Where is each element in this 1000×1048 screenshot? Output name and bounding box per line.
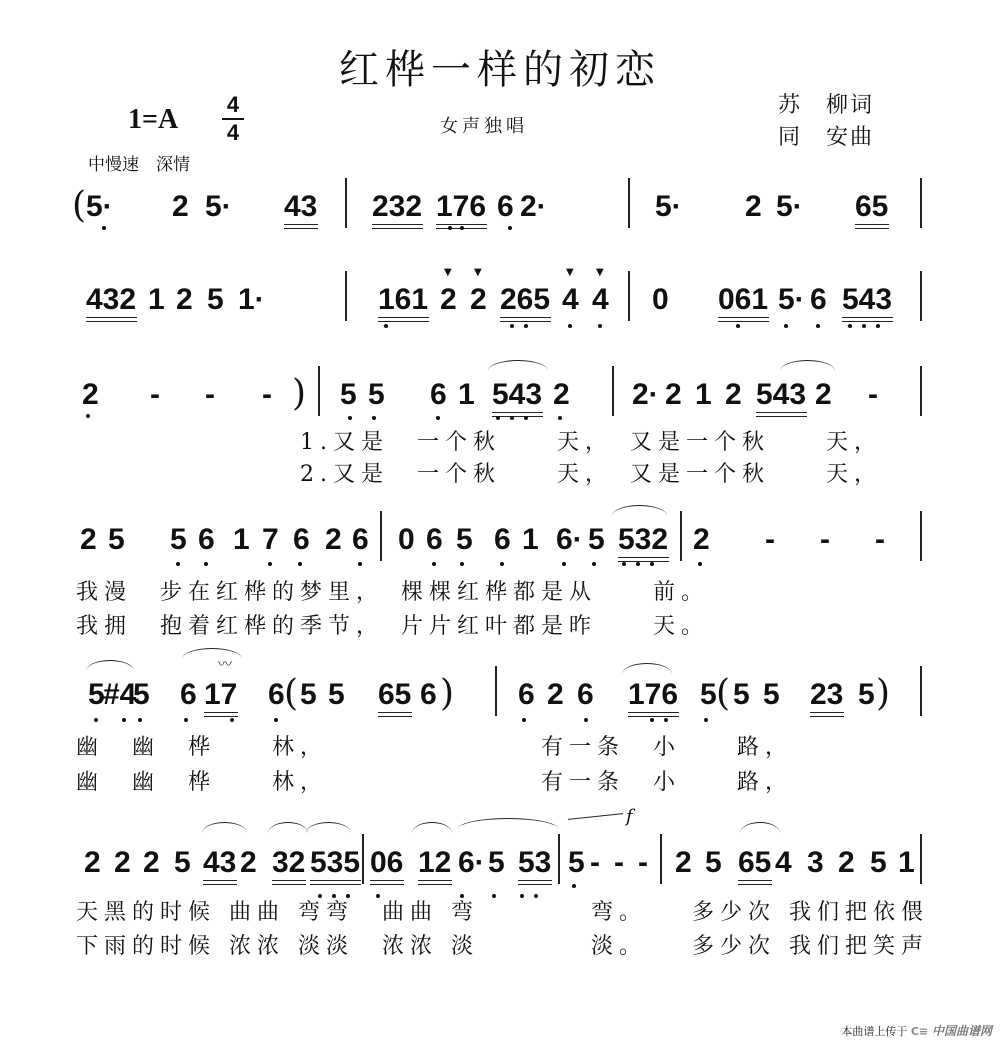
- underline-beam: [284, 228, 318, 229]
- lower-octave-dot: [650, 562, 654, 566]
- note: 7: [262, 523, 279, 556]
- note: 2: [745, 190, 762, 223]
- note: 5·: [778, 283, 805, 316]
- lower-octave-dot: [510, 416, 514, 420]
- note: 1: [522, 523, 539, 556]
- crescendo-hairpin: [568, 813, 623, 830]
- site-logo-icon: C≡: [910, 1025, 932, 1038]
- bar-line: [920, 366, 922, 416]
- note: 535: [310, 846, 361, 879]
- underline-beam: [204, 716, 238, 717]
- note: 5: [108, 523, 125, 556]
- lower-octave-dot: [332, 894, 336, 898]
- lower-octave-dot: [500, 562, 504, 566]
- lower-octave-dot: [94, 718, 98, 722]
- note: 5: [170, 523, 187, 556]
- lower-octave-dot: [664, 718, 668, 722]
- note: 5: [340, 378, 357, 411]
- lower-octave-dot: [704, 718, 708, 722]
- lower-octave-dot: [510, 324, 514, 328]
- underline-beam: [204, 712, 238, 713]
- bar-line: [920, 834, 922, 884]
- note: 176: [436, 190, 487, 223]
- note: 2: [838, 846, 855, 879]
- note: 5: [368, 378, 385, 411]
- lyric-verse-1: 1.又是 一个秋 天， 又是一个秋 天，: [300, 430, 882, 455]
- note: 06: [370, 846, 404, 879]
- parenthesis: (: [716, 673, 731, 714]
- lower-octave-dot: [102, 226, 106, 230]
- underline-beam: [310, 884, 361, 885]
- dash-sustain: -: [820, 523, 830, 556]
- note: 5·: [655, 190, 682, 223]
- underline-beam: [418, 880, 452, 881]
- note: 5: [733, 678, 750, 711]
- dash-sustain: -: [590, 846, 600, 879]
- underline-beam: [86, 321, 137, 322]
- lower-octave-dot: [592, 562, 596, 566]
- note: 4: [775, 846, 792, 879]
- lower-octave-dot: [622, 562, 626, 566]
- note: 5: [700, 678, 717, 711]
- note: 12: [418, 846, 452, 879]
- underline-beam: [810, 716, 844, 717]
- note: 2: [553, 378, 570, 411]
- note: 2·: [632, 378, 659, 411]
- note: 2: [84, 846, 101, 879]
- lower-octave-dot: [736, 324, 740, 328]
- composer-credit: 同 安曲: [778, 125, 875, 150]
- lower-octave-dot: [460, 562, 464, 566]
- slur-tie: [740, 822, 780, 833]
- song-title: 红桦一样的初恋: [339, 47, 661, 93]
- mordent-icon: 〰: [218, 657, 232, 673]
- note: 1·: [238, 283, 265, 316]
- time-sig-bottom: 4: [226, 120, 240, 145]
- dash-sustain: -: [638, 846, 648, 879]
- bar-line: [920, 178, 922, 228]
- underline-beam: [500, 321, 551, 322]
- lower-octave-dot: [384, 324, 388, 328]
- dash-sustain: -: [205, 378, 215, 411]
- bar-line: [920, 511, 922, 561]
- underline-beam: [436, 224, 487, 225]
- lower-octave-dot: [274, 718, 278, 722]
- note: 5: [763, 678, 780, 711]
- lower-octave-dot: [508, 226, 512, 230]
- lower-octave-dot: [268, 562, 272, 566]
- lower-octave-dot: [636, 562, 640, 566]
- lyric-verse-1: 幽 幽 桦 林， 有一条 小 路，: [76, 735, 794, 760]
- note: 6: [497, 190, 514, 223]
- lower-octave-dot: [346, 894, 350, 898]
- dash-sustain: -: [765, 523, 775, 556]
- note: 5: [133, 678, 150, 711]
- dash-sustain: -: [868, 378, 878, 411]
- note: 2: [440, 283, 457, 316]
- lower-octave-dot: [650, 718, 654, 722]
- note: 5: [300, 678, 317, 711]
- lower-octave-dot: [598, 324, 602, 328]
- lyric-verse-2: 下雨的时候 浓浓 淡淡 浓浓 淡 淡。 多少次 我们把笑声: [76, 934, 929, 959]
- lower-octave-dot: [348, 416, 352, 420]
- note: 5: [705, 846, 722, 879]
- lower-octave-dot: [204, 562, 208, 566]
- note: 532: [618, 523, 669, 556]
- tempo-marking: 中慢速 深情: [88, 155, 190, 175]
- accent-mark: ▼: [444, 267, 452, 278]
- bar-line: [345, 271, 347, 321]
- lower-octave-dot: [558, 416, 562, 420]
- note: 0: [398, 523, 415, 556]
- note: 6: [198, 523, 215, 556]
- note: 543: [492, 378, 543, 411]
- note: 2: [470, 283, 487, 316]
- note: 432: [86, 283, 137, 316]
- note: 232: [372, 190, 423, 223]
- lower-octave-dot: [876, 324, 880, 328]
- note: 061: [718, 283, 769, 316]
- time-sig-top: 4: [226, 92, 240, 117]
- lower-octave-dot: [432, 562, 436, 566]
- underline-beam: [500, 317, 551, 318]
- note: 3: [807, 846, 824, 879]
- note: 6: [430, 378, 447, 411]
- note: 2: [693, 523, 710, 556]
- note: 1: [233, 523, 250, 556]
- note: 32: [272, 846, 306, 879]
- note: 6: [268, 678, 285, 711]
- note: 5: [174, 846, 191, 879]
- bar-line: [318, 366, 320, 416]
- note: 6: [426, 523, 443, 556]
- note: 2: [725, 378, 742, 411]
- lower-octave-dot: [448, 226, 452, 230]
- underline-beam: [756, 416, 807, 417]
- bar-line: [680, 511, 682, 561]
- lower-octave-dot: [848, 324, 852, 328]
- underline-beam: [718, 317, 769, 318]
- note: 2: [665, 378, 682, 411]
- underline-beam: [518, 884, 552, 885]
- note: 2: [240, 846, 257, 879]
- bar-line: [558, 834, 560, 884]
- slur-tie: [202, 822, 247, 833]
- underline-beam: [378, 317, 429, 318]
- parenthesis: ): [440, 673, 455, 714]
- lower-octave-dot: [698, 562, 702, 566]
- note: 17: [204, 678, 238, 711]
- note: 1: [148, 283, 165, 316]
- note: 5·: [86, 190, 113, 223]
- underline-beam: [492, 412, 543, 413]
- lower-octave-dot: [534, 894, 538, 898]
- lower-octave-dot: [376, 894, 380, 898]
- note: 2·: [520, 190, 547, 223]
- lower-octave-dot: [230, 718, 234, 722]
- underline-beam: [310, 880, 361, 881]
- note: 2: [815, 378, 832, 411]
- lower-octave-dot: [372, 416, 376, 420]
- note: 5: [588, 523, 605, 556]
- slur-tie: [622, 663, 672, 674]
- note: 5: [456, 523, 473, 556]
- lower-octave-dot: [122, 718, 126, 722]
- note: 5: [207, 283, 224, 316]
- underline-beam: [378, 716, 412, 717]
- lyric-verse-2: 2.又是 一个秋 天， 又是一个秋 天，: [300, 462, 882, 487]
- lower-octave-dot: [176, 562, 180, 566]
- underline-beam: [842, 321, 893, 322]
- underline-beam: [618, 557, 669, 558]
- underline-beam: [272, 884, 306, 885]
- note: 6·: [458, 846, 485, 879]
- lower-octave-dot: [784, 324, 788, 328]
- underline-beam: [628, 712, 679, 713]
- underline-beam: [370, 880, 404, 881]
- bar-line: [380, 511, 382, 561]
- underline-beam: [203, 880, 237, 881]
- underline-beam: [372, 224, 423, 225]
- lower-octave-dot: [816, 324, 820, 328]
- note: 6: [180, 678, 197, 711]
- lyric-verse-1: 天黑的时候 曲曲 弯弯 曲曲 弯 弯。 多少次 我们把依偎: [76, 900, 929, 925]
- parenthesis: (: [72, 185, 87, 226]
- underline-beam: [738, 880, 772, 881]
- accent-mark: ▼: [474, 267, 482, 278]
- note: 2: [143, 846, 160, 879]
- note: 6: [518, 678, 535, 711]
- parenthesis: ): [876, 673, 891, 714]
- footer-credit: [841, 1022, 992, 1039]
- note: 5: [858, 678, 875, 711]
- slur-tie: [306, 822, 351, 833]
- key-signature: 1=A: [128, 104, 179, 135]
- bar-line: [920, 271, 922, 321]
- parenthesis: (: [284, 673, 299, 714]
- note: 5·: [205, 190, 232, 223]
- note: 2: [325, 523, 342, 556]
- note: 2: [82, 378, 99, 411]
- underline-beam: [718, 321, 769, 322]
- bar-line: [628, 271, 630, 321]
- dynamic-forte: f: [626, 806, 633, 827]
- bar-line: [920, 666, 922, 716]
- lower-octave-dot: [520, 894, 524, 898]
- lower-octave-dot: [460, 894, 464, 898]
- note: 6: [352, 523, 369, 556]
- note: 6: [494, 523, 511, 556]
- lower-octave-dot: [862, 324, 866, 328]
- lyric-verse-2: 我拥 抱着红桦的季节， 片片红叶都是昨 天。: [76, 614, 710, 639]
- lyric-verse-1: 我漫 步在红桦的梦里， 棵棵红桦都是从 前。: [76, 580, 710, 605]
- note: 1: [695, 378, 712, 411]
- note: 5: [568, 846, 585, 879]
- lower-octave-dot: [562, 562, 566, 566]
- note: 543: [842, 283, 893, 316]
- dash-sustain: -: [614, 846, 624, 879]
- note: 6: [810, 283, 827, 316]
- lower-octave-dot: [584, 718, 588, 722]
- underline-beam: [628, 716, 679, 717]
- note: 2: [80, 523, 97, 556]
- underline-beam: [86, 317, 137, 318]
- bar-line: [612, 366, 614, 416]
- accent-mark: ▼: [596, 267, 604, 278]
- underline-beam: [370, 884, 404, 885]
- note: 53: [518, 846, 552, 879]
- note: 176: [628, 678, 679, 711]
- note: 2: [675, 846, 692, 879]
- underline-beam: [738, 884, 772, 885]
- bar-line: [345, 178, 347, 228]
- underline-beam: [378, 712, 412, 713]
- bar-line: [628, 178, 630, 228]
- lower-octave-dot: [298, 562, 302, 566]
- lower-octave-dot: [184, 718, 188, 722]
- note: 6: [293, 523, 310, 556]
- underline-beam: [284, 224, 318, 225]
- note: 2: [547, 678, 564, 711]
- site-brand: 中国曲谱网: [931, 1024, 992, 1038]
- slur-tie: [86, 660, 134, 671]
- lower-octave-dot: [568, 324, 572, 328]
- bar-line: [362, 834, 364, 884]
- lower-octave-dot: [522, 718, 526, 722]
- slur-tie: [182, 648, 242, 659]
- lower-octave-dot: [318, 894, 322, 898]
- note: 1: [458, 378, 475, 411]
- underline-beam: [518, 880, 552, 881]
- lyricist-credit: 苏 柳词: [778, 93, 875, 118]
- note: #4: [103, 678, 137, 711]
- bar-line: [660, 834, 662, 884]
- note: 1: [898, 846, 915, 879]
- note: 5·: [776, 190, 803, 223]
- note: 5: [870, 846, 887, 879]
- note: 161: [378, 283, 429, 316]
- underline-beam: [855, 228, 889, 229]
- underline-beam: [203, 884, 237, 885]
- note: 0: [652, 283, 669, 316]
- note: 5: [328, 678, 345, 711]
- dash-sustain: -: [262, 378, 272, 411]
- note: 43: [284, 190, 318, 223]
- lower-octave-dot: [138, 718, 142, 722]
- dash-sustain: -: [875, 523, 885, 556]
- lyric-verse-2: 幽 幽 桦 林， 有一条 小 路，: [76, 770, 794, 795]
- underline-beam: [272, 880, 306, 881]
- note: 543: [756, 378, 807, 411]
- slur-tie: [488, 360, 548, 371]
- underline-beam: [618, 561, 669, 562]
- underline-beam: [418, 884, 452, 885]
- underline-beam: [756, 412, 807, 413]
- bar-line: [495, 666, 497, 716]
- note: 2: [114, 846, 131, 879]
- note: 5: [88, 678, 105, 711]
- note: 4: [562, 283, 579, 316]
- slur-tie: [780, 360, 835, 371]
- lower-octave-dot: [460, 226, 464, 230]
- slur-tie: [412, 822, 452, 833]
- slur-tie: [612, 505, 667, 516]
- note: 23: [810, 678, 844, 711]
- lower-octave-dot: [524, 416, 528, 420]
- underline-beam: [842, 317, 893, 318]
- footer-prefix: 本曲谱上传于: [841, 1025, 908, 1038]
- lower-octave-dot: [436, 416, 440, 420]
- time-signature: [222, 94, 244, 144]
- note: 5: [488, 846, 505, 879]
- underline-beam: [378, 321, 429, 322]
- note: 2: [176, 283, 193, 316]
- note: 265: [500, 283, 551, 316]
- note: 6·: [556, 523, 583, 556]
- underline-beam: [855, 224, 889, 225]
- performance-type: 女声独唱: [440, 116, 528, 137]
- note: 6: [577, 678, 594, 711]
- note: 43: [203, 846, 237, 879]
- note: 65: [738, 846, 772, 879]
- parenthesis: ): [292, 373, 307, 414]
- dash-sustain: -: [150, 378, 160, 411]
- slur-tie: [268, 822, 308, 833]
- lower-octave-dot: [86, 414, 90, 418]
- underline-beam: [372, 228, 423, 229]
- note: 6: [420, 678, 437, 711]
- underline-beam: [810, 712, 844, 713]
- lower-octave-dot: [496, 416, 500, 420]
- note: 65: [378, 678, 412, 711]
- lower-octave-dot: [524, 324, 528, 328]
- note: 65: [855, 190, 889, 223]
- lower-octave-dot: [492, 894, 496, 898]
- lower-octave-dot: [572, 884, 576, 888]
- slur-tie: [458, 818, 558, 829]
- lower-octave-dot: [358, 562, 362, 566]
- note: 2: [172, 190, 189, 223]
- note: 4: [592, 283, 609, 316]
- accent-mark: ▼: [566, 267, 574, 278]
